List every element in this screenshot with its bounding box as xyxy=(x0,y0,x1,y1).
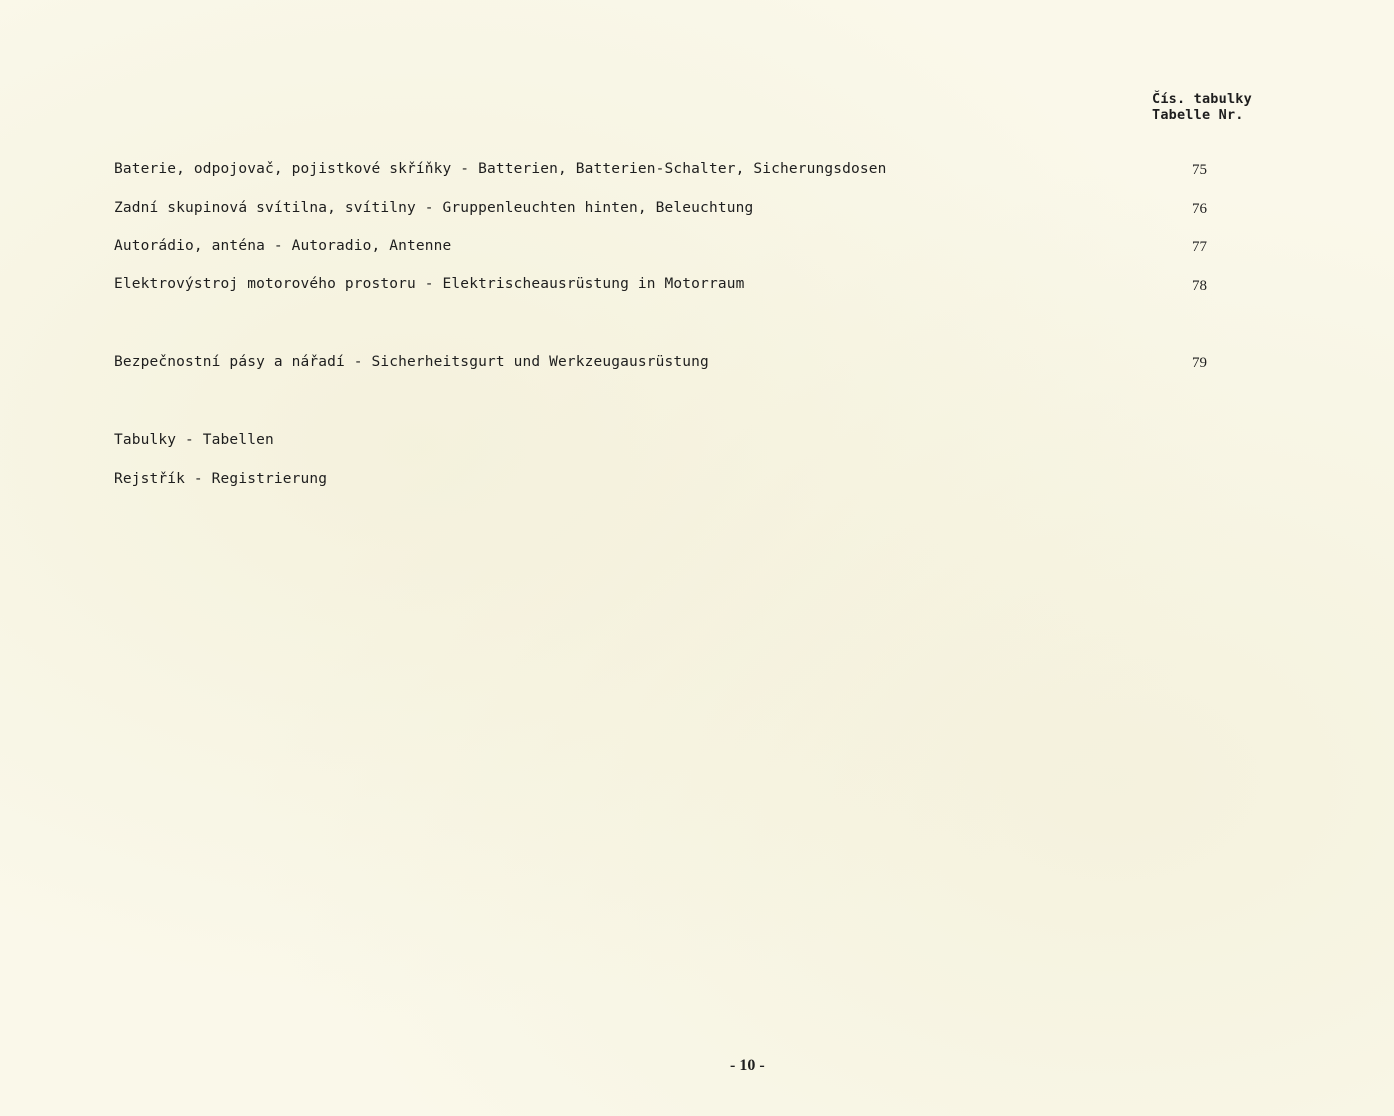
toc-entry-text: Zadní skupinová svítilna, svítilny - Gruppenleuchten hinten, Beleuchtung xyxy=(114,200,754,216)
toc-entry-number: 77 xyxy=(1192,239,1207,255)
toc-entry-text: Elektrovýstroj motorového prostoru - Elektrischeausrüstung in Motorraum xyxy=(114,276,745,292)
toc-entry-text: Baterie, odpojovač, pojistkové skříňky - Batterien, Batterien-Schalter, Sicherungsdosen xyxy=(114,161,887,177)
header-czech: Čís. tabulky xyxy=(1152,91,1252,107)
toc-entry-text: Autorádio, anténa - Autoradio, Antenne xyxy=(114,238,452,254)
toc-entry-text: Bezpečnostní pásy a nářadí - Sicherheitsgurt und Werkzeugausrüstung xyxy=(114,354,709,370)
toc-entry-number: 76 xyxy=(1192,201,1207,217)
toc-entry-text: Rejstřík - Registrierung xyxy=(114,471,328,487)
toc-entry-number: 75 xyxy=(1192,162,1207,178)
toc-entry-number: 78 xyxy=(1192,278,1207,294)
toc-entry-text: Tabulky - Tabellen xyxy=(114,432,274,448)
header-german: Tabelle Nr. xyxy=(1152,107,1244,123)
toc-entry-number: 79 xyxy=(1192,355,1207,371)
page-number: - 10 - xyxy=(730,1057,765,1074)
table-number-header xyxy=(1152,91,1252,123)
